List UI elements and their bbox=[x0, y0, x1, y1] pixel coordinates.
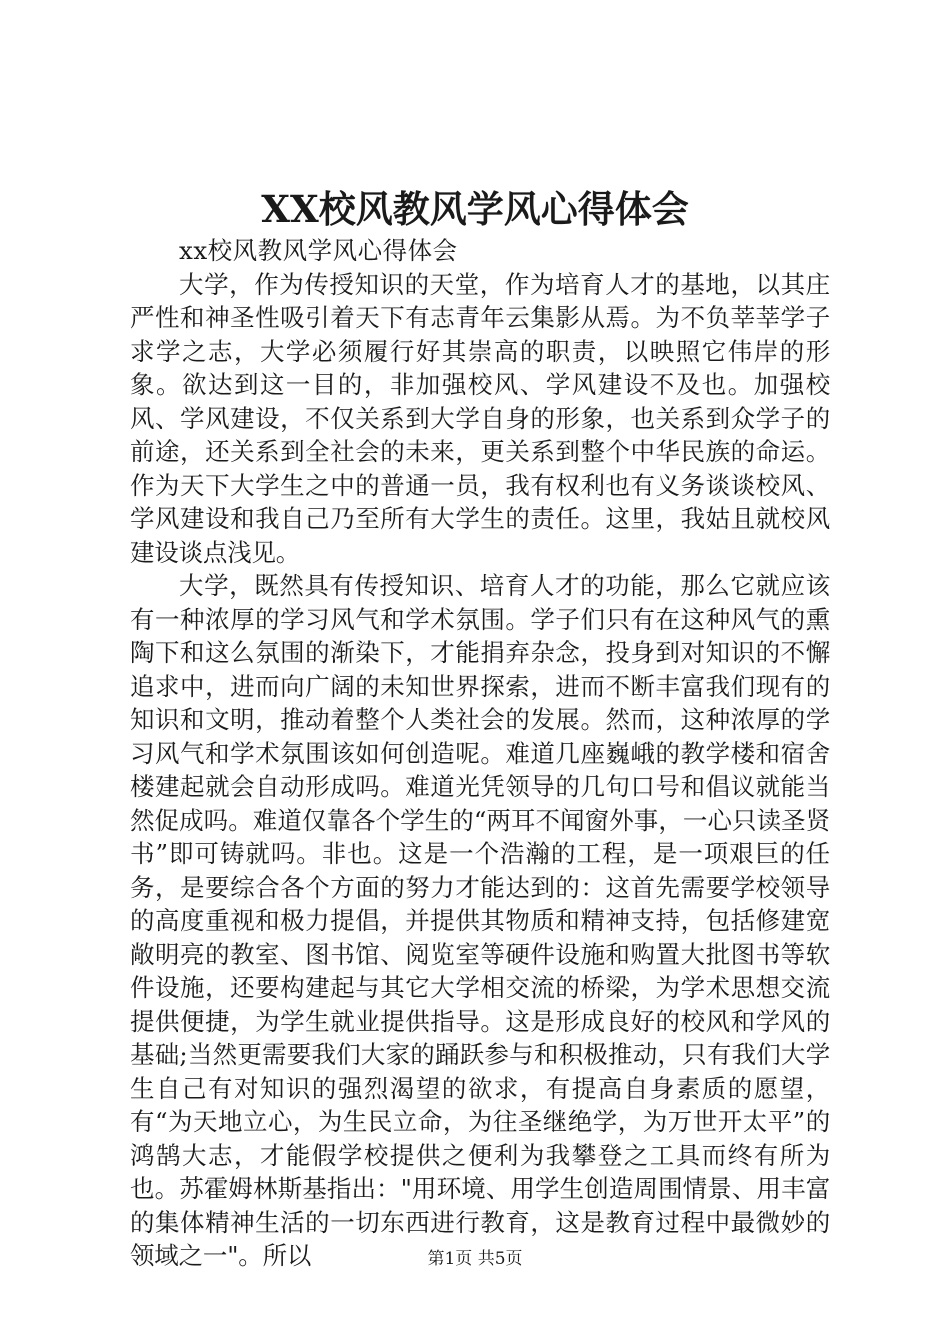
paragraph-2: 大学，既然具有传授知识、培育人才的功能，那么它就应该有一种浓厚的学习风气和学术氛围。学子们只有在这种风气的熏陶下和这么氛围的渐染下，才能捐弃杂念，投身到对知识的不懈追求中，进而向广阔的未知世界探索，进而不断丰富我们现有的知识和文明，推动着整个人类社会的发展。然而，这种浓厚的学习风气和学术氛围该如何创造呢。难道几座巍峨的教学楼和宿舍楼建起就会自动形成吗。难道光凭领导的几句口号和倡议就能当然促成吗。难道仅靠各个学生的“两耳不闻窗外事，一心只读圣贤书”即可铸就吗。非也。这是一个浩瀚的工程，是一项艰巨的任务，是要综合各个方面的努力才能达到的：这首先需要学校领导的高度重视和极力提倡，并提供其物质和精神支持，包括修建宽敞明亮的教室、图书馆、阅览室等硬件设施和购置大批图书等软件设施，还要构建起与其它大学相交流的桥梁，为学术思想交流提供便捷，为学生就业提供指导。这是形成良好的校风和学风的基础;当然更需要我们大家的踊跃参与和积极推动，只有我们大学生自己有对知识的强烈渴望的欲求，有提高自身素质的愿望，有“为天地立心，为生民立命，为往圣继绝学，为万世开太平”的鸿鹄大志，才能假学校提供之便利为我攀登之工具而终有所为也。苏霍姆林斯基指出："用环境、用学生创造周围情景、用丰富的集体精神生活的一切东西进行教育，这是教育过程中最微妙的领域之一"。所以 bbox=[130, 571, 830, 1270]
page-footer: 第1页 共5页 bbox=[427, 1249, 523, 1269]
paragraph-1: 大学，作为传授知识的天堂，作为培育人才的基地，以其庄严性和神圣性吸引着天下有志青年云集影从焉。为不负莘莘学子求学之志，大学必须履行好其崇高的职责，以映照它伟岸的形象。欲达到这一目的，非加强校风、学风建设不及也。加强校风、学风建设，不仅关系到大学自身的形象，也关系到众学子的前途，还关系到全社会的未来，更关系到整个中华民族的命运。作为天下大学生之中的普通一员，我有权利也有义务谈谈校风、学风建设和我自己乃至所有大学生的责任。这里，我姑且就校风建设谈点浅见。 bbox=[130, 269, 830, 567]
document-title: XX校风教风学风心得体会 bbox=[261, 187, 689, 231]
document-body bbox=[130, 234, 830, 1273]
document-subtitle: xx校风教风学风心得体会 bbox=[179, 236, 458, 265]
